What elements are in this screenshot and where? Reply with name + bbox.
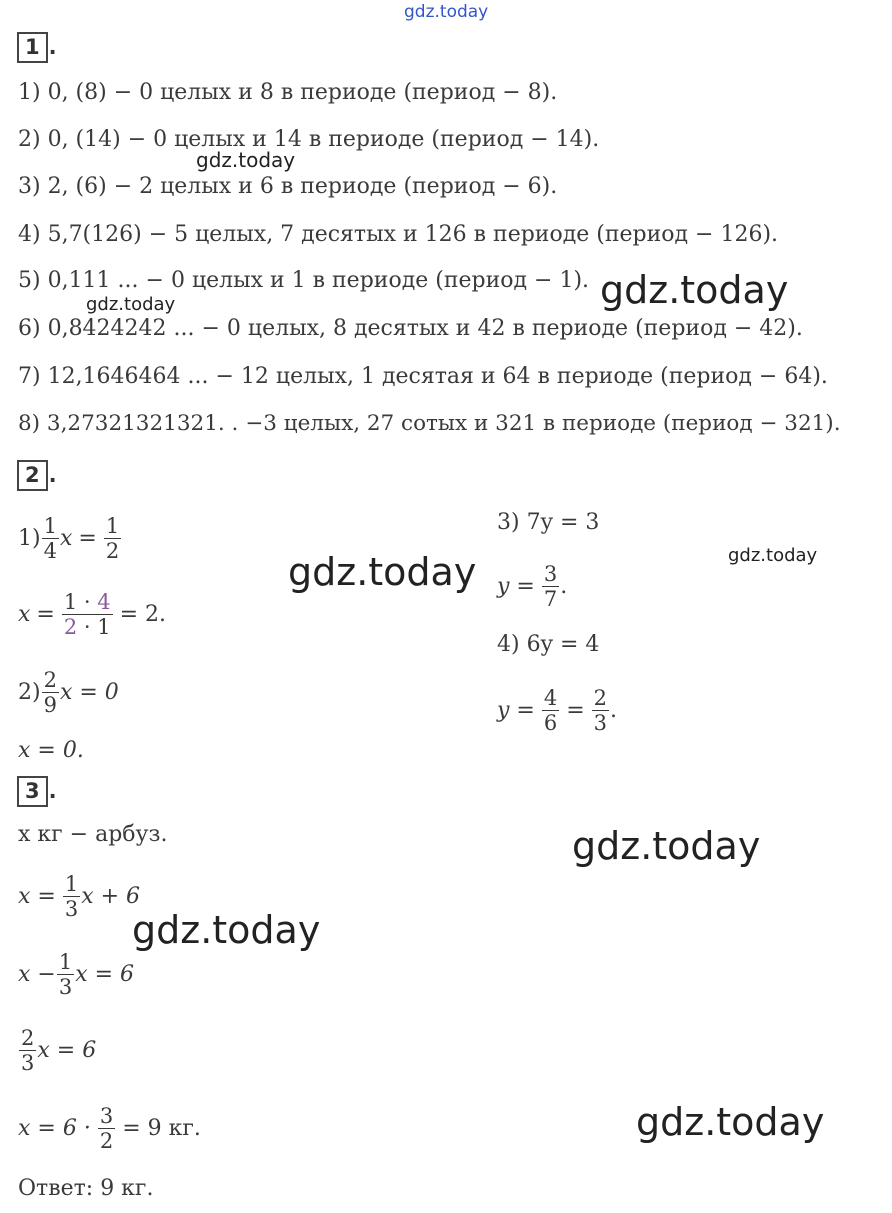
result: = 2. [119,601,167,627]
task1-line-6: 6) 0,8424242 ... − 0 целых, 8 десятых и 42 в периоде (период − 42). [18,316,803,341]
equation-rest: x = 0 [59,679,119,705]
fraction: $\frac{3}{7}$ [543,561,558,611]
fraction: $\frac{4}{6}$ [543,685,558,735]
label: 1) [18,525,41,551]
equals: = [566,697,585,723]
fraction: $\frac{3}{2}$ [99,1103,114,1153]
task2-equation-4: 4) 6y = 4 [497,632,600,657]
fraction: $\frac{2}{9}$ [43,667,57,717]
task1-line-7: 7) 12,1646464 ... − 12 целых, 1 десятая и 64 в периоде (период − 64). [18,364,828,389]
task-number-box: 3 [17,776,48,807]
task1-line-8: 8) 3,27321321321. . −3 целых, 27 сотых и 321 в периоде (период − 321). [18,411,841,436]
watermark: gdz.today [196,148,296,172]
task-number-box: 2 [17,460,48,491]
task3-answer: Ответ: 9 кг. [18,1176,154,1201]
watermark: gdz.today [288,550,477,594]
fraction: $\frac{2}{3}$ [21,1025,35,1075]
task-number-dot: . [48,779,57,803]
watermark: gdz.today [86,294,176,315]
task1-line-3: 3) 2, (6) − 2 целых и 6 в периоде (период − 6). [18,174,558,199]
task-number-dot: . [48,463,57,487]
task1-line-4: 4) 5,7(126) − 5 целых, 7 десятых и 126 в периоде (период − 126). [18,222,779,247]
variable: y = [497,697,535,723]
fraction: $\frac{1}{3}$ [58,949,73,999]
watermark: gdz.today [600,268,789,312]
task3-line-2: x − $\frac{1}{3}$ x = 6 [18,949,135,999]
variable: x [18,601,31,627]
task2-equation-1 [18,508,122,568]
variable: y = [497,573,535,599]
task1-line-2: 2) 0, (14) − 0 целых и 14 в периоде (период − 14). [18,127,600,152]
task3-line-4: x = 6 · $\frac{3}{2}$ = 9 кг. [18,1103,201,1153]
task-number-2 [17,460,57,491]
equals: = [78,525,97,551]
fraction: $\frac{2}{3}$ [593,685,608,735]
task3-line-3: $\frac{2}{3}$ x = 6 [21,1025,97,1075]
equals: = [36,601,55,627]
task2-equation-3: 3) 7y = 3 [497,510,600,535]
task-number-1 [17,32,57,63]
task1-line-5: 5) 0,111 ... − 0 целых и 1 в периоде (период − 1). [18,268,590,293]
watermark: gdz.today [132,908,321,952]
variable: x [59,525,73,551]
task3-intro: x кг − арбуз. [18,822,168,847]
task1-line-1: 1) 0, (8) − 0 целых и 8 в периоде (период − 8). [18,80,558,105]
task-number-3 [17,776,57,807]
task2-solution-3: y = $\frac{3}{7}$ . [497,561,568,611]
label: 2) [18,679,41,705]
watermark: gdz.today [572,824,761,868]
fraction: $\frac{1}{3}$ [64,871,79,921]
task-number-dot: . [48,35,57,59]
task2-equation-2 [18,662,119,722]
task3-line-1: x = $\frac{1}{3}$ x + 6 [18,871,141,921]
watermark-top: gdz.today [404,2,489,22]
task2-solution-4: y = $\frac{4}{6}$ = $\frac{2}{3}$ . [497,685,618,735]
watermark: gdz.today [636,1100,825,1144]
fraction: $\frac{1}{2}$ [105,513,120,563]
task-number-box: 1 [17,32,48,63]
task2-solution-1 [18,584,166,644]
fraction: $\frac{1}{4}$ [43,513,57,563]
watermark: gdz.today [728,545,818,566]
fraction: $\frac{1 \cdot 4}{2 \cdot 1}$ [63,589,111,639]
task2-solution-2: x = 0. [18,738,84,763]
